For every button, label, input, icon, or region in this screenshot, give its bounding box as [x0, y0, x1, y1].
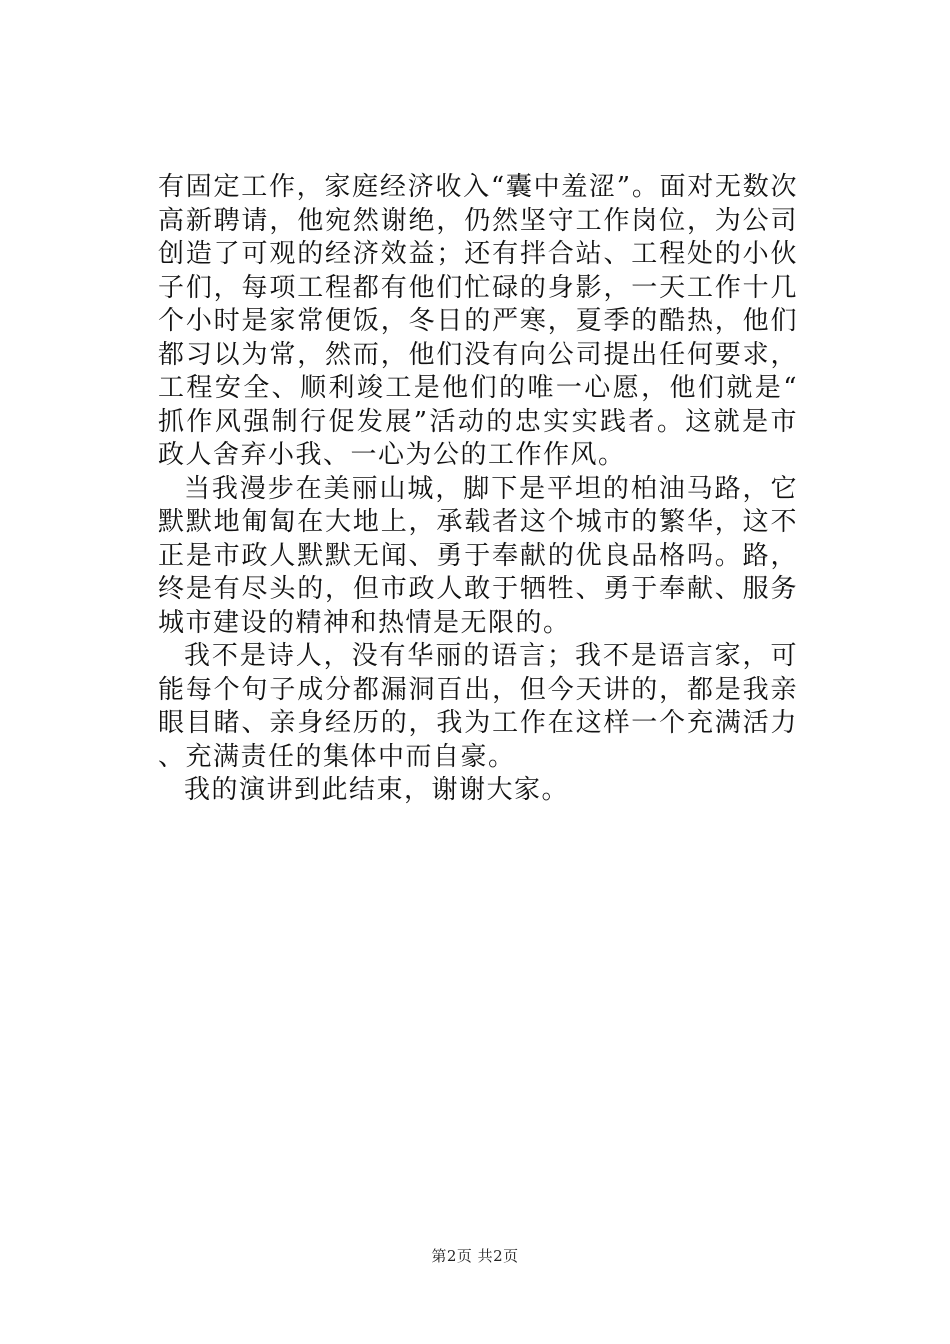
paragraph-closing: 我的演讲到此结束，谢谢大家。 — [184, 775, 570, 805]
paragraph-continued: 有固定工作，家庭经济收入“囊中羞涩”。面对无数次高新聘请，他宛然谢绝，仍然坚守工作岗位，为公司创造了可观的经济效益；还有拌合站、工程处的小伙子们，每项工程都有他们忙碌的身影，一天工作十几个小时是家常便饭，冬日的严寒，夏季的酷热，他们都习以为常，然而，他们没有向公司提出任何要求，工程安全、顺利竣工是他们的唯一心愿，他们就是“抓作风强制行促发展”活动的忠实实践者。这就是市政人舍弃小我、一心为公的工作作风。 — [158, 172, 798, 470]
document-body — [158, 171, 798, 808]
page-footer: 第2页 共2页 — [431, 1247, 519, 1265]
paragraph-not-poet: 我不是诗人，没有华丽的语言；我不是语言家，可能每个句子成分都漏洞百出，但今天讲的，都是我亲眼目睹、亲身经历的，我为工作在这样一个充满活力、充满责任的集体中而自豪。 — [158, 641, 798, 772]
paragraph-road: 当我漫步在美丽山城，脚下是平坦的柏油马路，它默默地匍匐在大地上，承载者这个城市的繁华，这不正是市政人默默无闻、勇于奉献的优良品格吗。路，终是有尽头的，但市政人敢于牺牲、勇于奉献、服务城市建设的精神和热情是无限的。 — [158, 473, 798, 638]
